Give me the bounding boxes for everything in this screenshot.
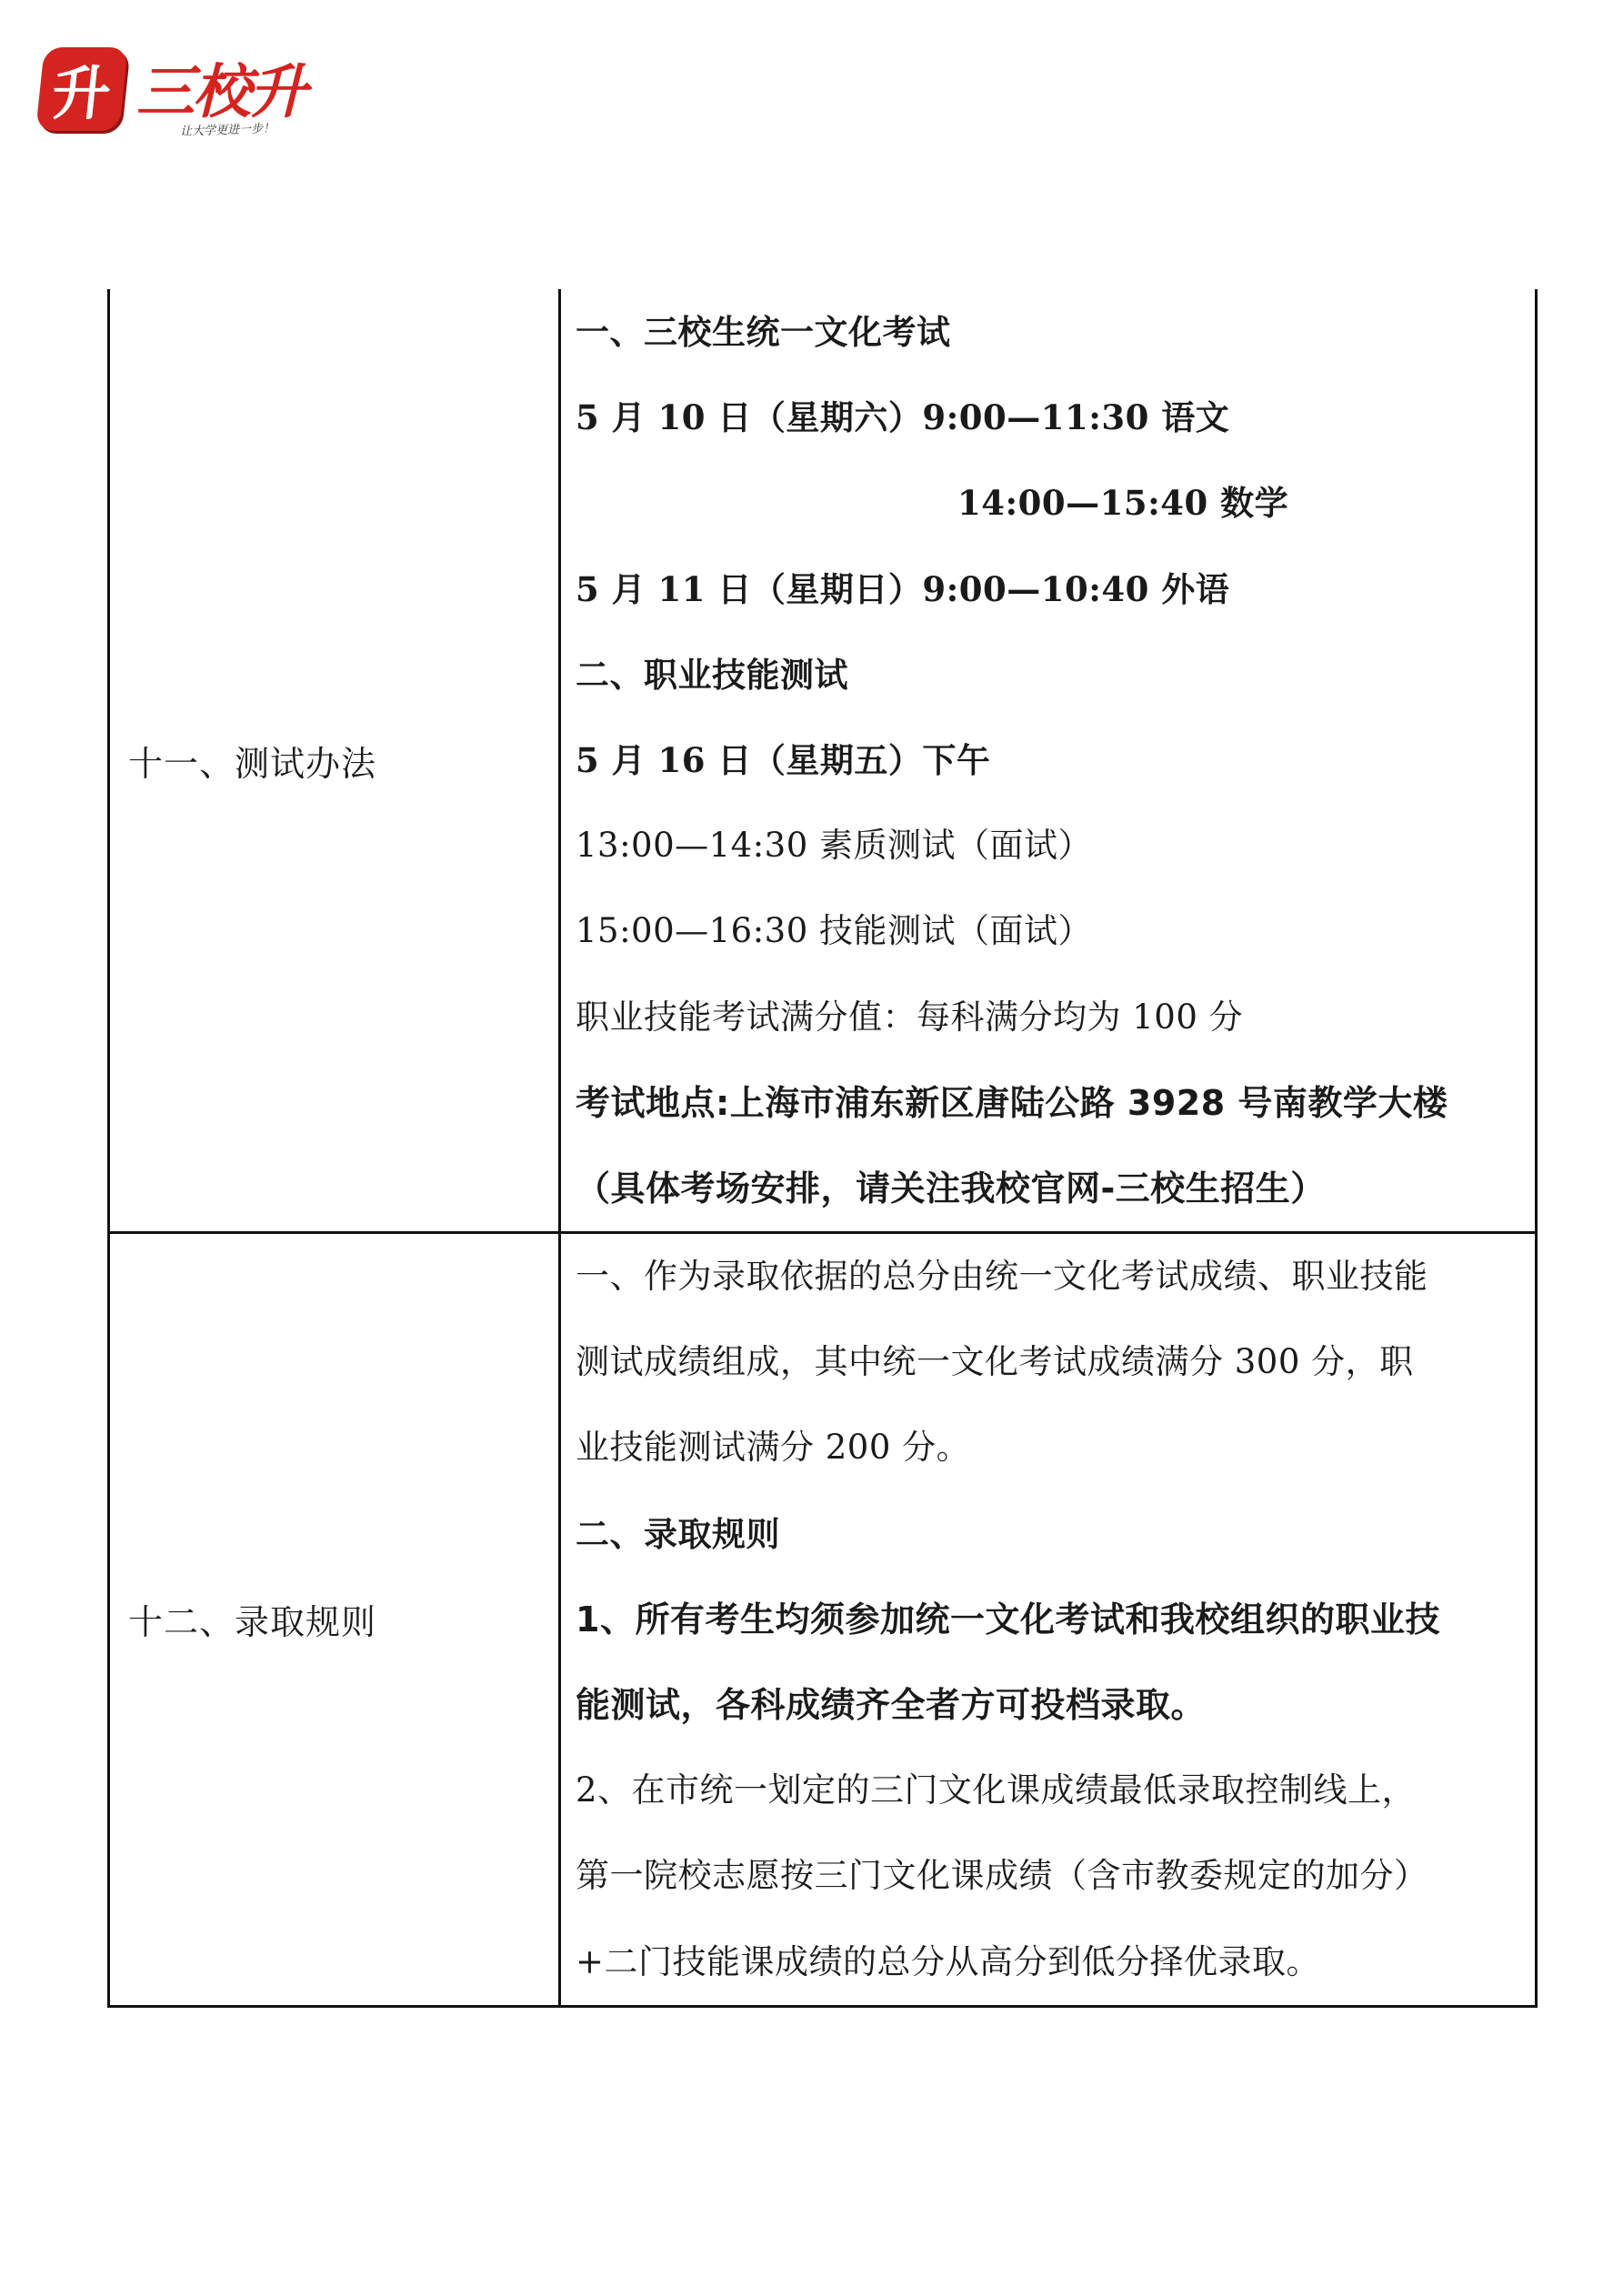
content-line: 14:00—15:40 数学 xyxy=(957,483,1289,524)
content-line: 5 月 16 日（星期五）下午 xyxy=(576,739,991,780)
content-line: 考试地点:上海市浦东新区唐陆公路 3928 号南教学大楼 xyxy=(576,1082,1448,1123)
content-line: 二、录取规则 xyxy=(576,1513,780,1554)
content-line: 一、作为录取依据的总分由统一文化考试成绩、职业技能 xyxy=(576,1257,1428,1297)
content-line: 一、三校生统一文化考试 xyxy=(576,312,951,352)
content-line: 1、所有考生均须参加统一文化考试和我校组织的职业技 xyxy=(576,1599,1440,1639)
admission-table xyxy=(107,289,1538,2008)
content-line: 2、在市统一划定的三门文化课成绩最低录取控制线上， xyxy=(576,1770,1417,1810)
content-line: 业技能测试满分 200 分。 xyxy=(576,1428,971,1468)
content-line: 职业技能考试满分值：每科满分均为 100 分 xyxy=(576,997,1244,1037)
content-line: +二门技能课成绩的总分从高分到低分择优录取。 xyxy=(576,1941,1321,1981)
row-content-cell xyxy=(560,1233,1537,2007)
content-line: 测试成绩组成，其中统一文化考试成绩满分 300 分，职 xyxy=(576,1342,1414,1382)
content-line: 第一院校志愿按三门文化课成绩（含市教委规定的加分） xyxy=(576,1856,1428,1896)
row-label: 十一、测试办法 xyxy=(128,743,377,784)
row-label-cell xyxy=(109,1233,560,2007)
row-label-cell xyxy=(109,289,560,1233)
content-line: 能测试，各科成绩齐全者方可投档录取。 xyxy=(576,1685,1207,1725)
content-line: （具体考场安排，请关注我校官网-三校生招生） xyxy=(576,1168,1326,1208)
table-row-test-method xyxy=(109,289,1537,1233)
table-row-admission-rules xyxy=(109,1233,1537,2007)
logo-brand-name: 三校升 xyxy=(136,59,306,126)
row-label: 十二、录取规则 xyxy=(128,1602,377,1643)
content-line: 15:00—16:30 技能测试（面试） xyxy=(576,911,1093,951)
logo-slogan: 让大学更进一步！ xyxy=(179,122,276,139)
content-line: 5 月 10 日（星期六）9:00—11:30 语文 xyxy=(576,397,1230,438)
logo-badge-icon: 升 xyxy=(35,47,128,131)
row-content-cell xyxy=(560,289,1537,1233)
content-line: 5 月 11 日（星期日）9:00—10:40 外语 xyxy=(576,568,1230,609)
content-line: 13:00—14:30 素质测试（面试） xyxy=(576,826,1093,866)
brand-logo xyxy=(35,38,335,156)
content-line: 二、职业技能测试 xyxy=(576,654,848,695)
